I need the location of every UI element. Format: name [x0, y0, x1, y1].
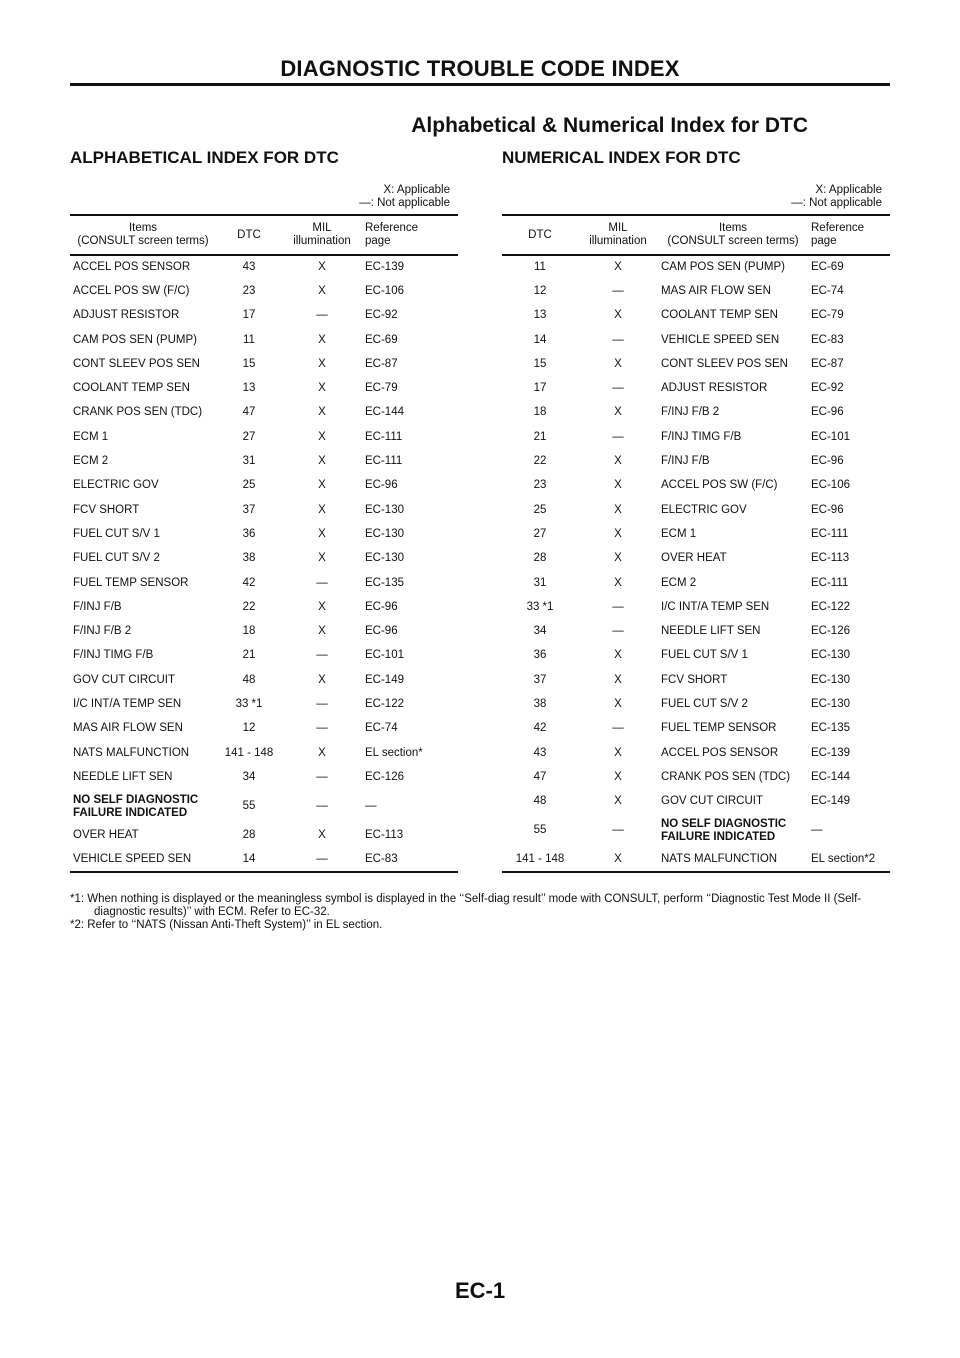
mil-cell: X [318, 406, 326, 419]
dtc-cell: 11 [243, 333, 255, 346]
numeric-header-row [502, 215, 890, 255]
mil-cell: — [316, 697, 328, 710]
table-row [502, 692, 890, 716]
dtc-cell: 38 [533, 697, 547, 710]
ref-cell: EC-79 [811, 309, 844, 322]
dtc-cell: 17 [533, 382, 547, 395]
item-cell: ACCEL POS SW (F/C) [73, 284, 190, 297]
item-cell: FCV SHORT [661, 673, 728, 686]
table-row [70, 425, 458, 449]
mil-cell: — [612, 600, 624, 613]
item-cell: CRANK POS SEN (TDC) [661, 770, 791, 783]
item-cell: GOV CUT CIRCUIT [661, 795, 764, 808]
table-row [70, 401, 458, 425]
table-row [502, 255, 890, 279]
ref-cell: EC-113 [811, 552, 850, 565]
mil-cell: X [318, 382, 326, 395]
dtc-cell: 18 [242, 625, 256, 638]
ref-cell: EC-79 [365, 382, 398, 395]
item-cell: MAS AIR FLOW SEN [73, 722, 183, 735]
ref-cell: EC-130 [365, 503, 404, 516]
mil-cell: — [612, 333, 624, 346]
ref-cell: EC-149 [365, 673, 404, 686]
mil-cell: — [612, 625, 624, 638]
mil-cell: X [614, 552, 622, 565]
item-cell: ECM 2 [73, 455, 109, 468]
table-row [502, 449, 890, 473]
alpha-table-body [70, 255, 458, 872]
legend-not-applicable: —: Not applicable [791, 197, 882, 209]
ref-cell: EC-126 [365, 770, 404, 783]
item-cell: F/INJ F/B [73, 600, 122, 613]
table-row [502, 401, 890, 425]
mil-cell: — [316, 852, 328, 865]
dtc-cell: 42 [242, 576, 256, 589]
ref-cell: EC-87 [365, 357, 398, 370]
ref-cell: EC-111 [365, 430, 403, 443]
item-cell: CAM POS SEN (PUMP) [73, 333, 197, 346]
ref-cell: EC-130 [365, 552, 404, 565]
mil-cell: X [614, 503, 622, 516]
item-cell: FCV SHORT [73, 503, 140, 516]
item-cell: ELECTRIC GOV [661, 503, 747, 516]
mil-cell: X [318, 261, 326, 274]
table-row [502, 717, 890, 741]
item-cell: ADJUST RESISTOR [73, 309, 180, 322]
dtc-cell: 15 [533, 357, 547, 370]
table-row [70, 692, 458, 716]
table-row [502, 304, 890, 328]
ref-cell: EC-92 [811, 382, 844, 395]
dtc-cell: 36 [533, 649, 547, 662]
item-cell: FUEL TEMP SENSOR [73, 576, 189, 589]
mil-cell: X [614, 527, 622, 540]
dtc-cell: 23 [242, 284, 256, 297]
mil-cell: X [318, 284, 326, 297]
alpha-header-mil: MIL illumination [293, 222, 351, 247]
item-cell: FUEL CUT S/V 2 [73, 552, 160, 565]
ref-cell: EC-111 [811, 576, 849, 589]
dtc-cell: 37 [242, 503, 256, 516]
mil-cell: — [316, 800, 328, 813]
dtc-cell: 11 [534, 261, 546, 274]
ref-cell: EC-106 [811, 479, 850, 492]
item-cell: FUEL CUT S/V 2 [661, 697, 748, 710]
dtc-cell: 141 - 148 [515, 852, 565, 865]
table-row [70, 304, 458, 328]
table-row [70, 595, 458, 619]
table-row [70, 619, 458, 643]
ref-cell: — [365, 800, 377, 813]
item-cell: COOLANT TEMP SEN [73, 382, 190, 395]
dtc-cell: 13 [533, 309, 547, 322]
alphabetical-index [70, 148, 458, 873]
alpha-header-items: Items (CONSULT screen terms) [77, 222, 209, 247]
footnotes [70, 893, 900, 932]
ref-cell: EC-126 [811, 625, 850, 638]
mil-cell: X [614, 795, 622, 808]
dtc-cell: 37 [533, 673, 547, 686]
item-cell: VEHICLE SPEED SEN [661, 333, 780, 346]
ref-cell: EC-122 [811, 600, 850, 613]
mil-cell: — [612, 722, 624, 735]
dtc-cell: 36 [242, 527, 256, 540]
table-row [70, 522, 458, 546]
ref-cell: EC-130 [365, 527, 404, 540]
dtc-cell: 22 [242, 600, 256, 613]
item-cell: ELECTRIC GOV [73, 479, 159, 492]
table-row [502, 376, 890, 400]
mil-cell: X [614, 479, 622, 492]
ref-cell: EC-69 [365, 333, 398, 346]
table-row [502, 765, 890, 789]
running-header [70, 56, 890, 82]
item-cell: NATS MALFUNCTION [73, 746, 190, 759]
dtc-cell: 27 [533, 527, 547, 540]
item-cell: F/INJ TIMG F/B [661, 430, 742, 443]
table-row [70, 824, 458, 848]
item-cell: FUEL CUT S/V 1 [73, 527, 160, 540]
ref-cell: EC-83 [365, 852, 398, 865]
ref-cell: EC-135 [811, 722, 850, 735]
ref-cell: EC-135 [365, 576, 404, 589]
dtc-cell: 33 *1 [526, 600, 554, 613]
dtc-cell: 34 [533, 625, 547, 638]
mil-cell: — [316, 722, 328, 735]
mil-cell: X [318, 746, 326, 759]
table-row [502, 619, 890, 643]
item-cell: F/INJ F/B [661, 455, 710, 468]
ref-cell: EC-106 [365, 284, 404, 297]
mil-cell: X [318, 479, 326, 492]
item-cell: OVER HEAT [661, 552, 727, 565]
ref-cell: EC-139 [365, 261, 404, 274]
ref-cell: EC-122 [365, 697, 404, 710]
mil-cell: X [614, 455, 622, 468]
ref-cell: EC-96 [811, 503, 844, 516]
ref-cell: EC-139 [811, 746, 850, 759]
numeric-header-mil: MIL illumination [589, 222, 647, 247]
item-cell: ECM 1 [661, 527, 697, 540]
item-cell: ECM 1 [73, 430, 109, 443]
ref-cell: EC-74 [365, 722, 398, 735]
numerical-index [502, 148, 890, 873]
table-row [502, 547, 890, 571]
item-cell: ACCEL POS SENSOR [661, 746, 779, 759]
item-cell: FUEL CUT S/V 1 [661, 649, 748, 662]
ref-cell: EC-87 [811, 357, 844, 370]
item-cell: I/C INT/A TEMP SEN [661, 600, 770, 613]
dtc-cell: 43 [242, 261, 256, 274]
ref-cell: EC-96 [811, 455, 844, 468]
alpha-header-dtc: DTC [237, 228, 261, 241]
table-row [502, 498, 890, 522]
alpha-header-ref: Reference page [365, 222, 419, 247]
mil-cell: X [318, 333, 326, 346]
table-row [70, 668, 458, 692]
item-cell: COOLANT TEMP SEN [661, 309, 778, 322]
ref-cell: EC-144 [365, 406, 404, 419]
alpha-legend [70, 184, 458, 210]
table-row [70, 717, 458, 741]
dtc-cell: 55 [533, 824, 547, 837]
mil-cell: X [318, 600, 326, 613]
numeric-header-dtc: DTC [528, 228, 552, 241]
ref-cell: EC-144 [811, 770, 850, 783]
item-cell: ECM 2 [661, 576, 697, 589]
section-title: Alphabetical & Numerical Index for DTC [411, 114, 808, 137]
item-cell: CONT SLEEV POS SEN [73, 357, 200, 370]
item-cell: NO SELF DIAGNOSTIC FAILURE INDICATED [73, 793, 199, 819]
alphabetical-index-title: ALPHABETICAL INDEX FOR DTC [70, 148, 339, 167]
dtc-cell: 27 [242, 430, 256, 443]
dtc-cell: 47 [533, 770, 547, 783]
mil-cell: X [318, 625, 326, 638]
dtc-cell: 21 [242, 649, 256, 662]
dtc-cell: 38 [242, 552, 256, 565]
item-cell: GOV CUT CIRCUIT [73, 673, 176, 686]
mil-cell: X [614, 261, 622, 274]
dtc-cell: 17 [242, 309, 256, 322]
mil-cell: X [318, 430, 326, 443]
dtc-cell: 48 [533, 795, 547, 808]
ref-cell: EC-96 [365, 479, 398, 492]
ref-cell: EC-113 [365, 829, 404, 842]
table-row [70, 279, 458, 303]
mil-cell: X [614, 770, 622, 783]
alphabetical-table [70, 214, 458, 873]
item-cell: OVER HEAT [73, 829, 139, 842]
dtc-cell: 22 [533, 455, 547, 468]
mil-cell: X [318, 455, 326, 468]
dtc-cell: 141 - 148 [224, 746, 274, 759]
table-row [502, 595, 890, 619]
item-cell: VEHICLE SPEED SEN [73, 852, 192, 865]
dtc-cell: 18 [533, 406, 547, 419]
mil-cell: X [318, 829, 326, 842]
dtc-cell: 12 [533, 284, 547, 297]
mil-cell: X [614, 673, 622, 686]
ref-cell: — [811, 824, 823, 837]
legend-applicable: X: Applicable [815, 184, 882, 196]
dtc-cell: 47 [242, 406, 256, 419]
table-row [502, 644, 890, 668]
mil-cell: X [614, 746, 622, 759]
ref-cell: EC-69 [811, 261, 844, 274]
table-row [70, 644, 458, 668]
item-cell: F/INJ F/B 2 [73, 625, 132, 638]
header-rule [70, 83, 890, 86]
item-cell: CONT SLEEV POS SEN [661, 357, 788, 370]
item-cell: NEEDLE LIFT SEN [73, 770, 173, 783]
mil-cell: X [614, 852, 622, 865]
dtc-cell: 23 [533, 479, 547, 492]
dtc-cell: 21 [533, 430, 547, 443]
mil-cell: X [318, 527, 326, 540]
table-row [502, 668, 890, 692]
dtc-cell: 14 [533, 333, 547, 346]
dtc-cell: 25 [242, 479, 256, 492]
numeric-legend [502, 184, 890, 210]
dtc-cell: 31 [533, 576, 547, 589]
dtc-cell: 34 [242, 770, 256, 783]
mil-cell: — [612, 430, 624, 443]
mil-cell: X [614, 649, 622, 662]
table-row [70, 571, 458, 595]
ref-cell: EC-96 [811, 406, 844, 419]
table-row [502, 425, 890, 449]
footnote-2: *2: Refer to ‘‘NATS (Nissan Anti-Theft System)’’ in EL section. [70, 919, 383, 931]
table-row [70, 449, 458, 473]
table-row [502, 571, 890, 595]
item-cell: FUEL TEMP SENSOR [661, 722, 777, 735]
dtc-cell: 28 [242, 829, 256, 842]
ref-cell: EC-83 [811, 333, 844, 346]
dtc-cell: 48 [242, 673, 256, 686]
table-row [70, 741, 458, 765]
dtc-cell: 15 [242, 357, 256, 370]
numeric-table-body [502, 255, 890, 872]
item-cell: F/INJ F/B 2 [661, 406, 720, 419]
numeric-header-items: Items (CONSULT screen terms) [667, 222, 799, 247]
table-row [70, 255, 458, 279]
mil-cell: — [316, 576, 328, 589]
table-row [70, 376, 458, 400]
mil-cell: X [318, 552, 326, 565]
numerical-table [502, 214, 890, 873]
legend-applicable: X: Applicable [383, 184, 450, 196]
mil-cell: X [318, 503, 326, 516]
running-title: DIAGNOSTIC TROUBLE CODE INDEX [280, 56, 680, 81]
mil-cell: — [316, 649, 328, 662]
item-cell: ACCEL POS SENSOR [73, 261, 191, 274]
ref-cell: EC-130 [811, 673, 850, 686]
table-row [70, 848, 458, 872]
table-row [70, 328, 458, 352]
table-row [502, 474, 890, 498]
item-cell: MAS AIR FLOW SEN [661, 284, 771, 297]
numerical-index-title: NUMERICAL INDEX FOR DTC [502, 148, 741, 167]
ref-cell: EC-74 [811, 284, 844, 297]
item-cell: NO SELF DIAGNOSTIC FAILURE INDICATED [661, 817, 787, 843]
item-cell: I/C INT/A TEMP SEN [73, 697, 182, 710]
item-cell: NATS MALFUNCTION [661, 852, 778, 865]
ref-cell: EC-111 [811, 527, 849, 540]
mil-cell: — [612, 382, 624, 395]
mil-cell: — [316, 309, 328, 322]
dtc-cell: 13 [242, 382, 256, 395]
mil-cell: X [614, 576, 622, 589]
table-row [502, 814, 890, 848]
table-row [70, 547, 458, 571]
alpha-header-row [70, 215, 458, 255]
item-cell: F/INJ TIMG F/B [73, 649, 154, 662]
ref-cell: EC-101 [365, 649, 404, 662]
dtc-cell: 25 [533, 503, 547, 516]
table-row [502, 741, 890, 765]
table-row [502, 522, 890, 546]
dtc-cell: 31 [242, 455, 256, 468]
dtc-cell: 14 [242, 852, 256, 865]
table-row [502, 279, 890, 303]
mil-cell: — [612, 824, 624, 837]
table-row [502, 848, 890, 872]
dtc-cell: 33 *1 [235, 697, 263, 710]
page-number: EC-1 [454, 1278, 506, 1303]
ref-cell: EL section* [365, 746, 423, 759]
table-row [70, 352, 458, 376]
dtc-cell: 12 [242, 722, 256, 735]
table-row [70, 498, 458, 522]
table-row [502, 790, 890, 814]
mil-cell: X [614, 357, 622, 370]
mil-cell: X [614, 406, 622, 419]
item-cell: CRANK POS SEN (TDC) [73, 406, 203, 419]
ref-cell: EC-96 [365, 625, 398, 638]
dtc-cell: 43 [533, 746, 547, 759]
ref-cell: EC-101 [811, 430, 850, 443]
item-cell: NEEDLE LIFT SEN [661, 625, 761, 638]
ref-cell: EC-92 [365, 309, 398, 322]
ref-cell: EC-96 [365, 600, 398, 613]
ref-cell: EC-130 [811, 649, 850, 662]
legend-not-applicable: —: Not applicable [359, 197, 450, 209]
ref-cell: EC-130 [811, 697, 850, 710]
dtc-cell: 42 [533, 722, 547, 735]
ref-cell: EL section*2 [811, 852, 876, 865]
table-row [70, 474, 458, 498]
item-cell: ACCEL POS SW (F/C) [661, 479, 778, 492]
table-row [70, 790, 458, 824]
ref-cell: EC-149 [811, 795, 850, 808]
mil-cell: — [612, 284, 624, 297]
mil-cell: X [318, 357, 326, 370]
table-row [502, 328, 890, 352]
mil-cell: X [318, 673, 326, 686]
table-row [70, 765, 458, 789]
dtc-cell: 28 [533, 552, 547, 565]
table-row [502, 352, 890, 376]
ref-cell: EC-111 [365, 455, 403, 468]
item-cell: ADJUST RESISTOR [661, 382, 768, 395]
mil-cell: X [614, 309, 622, 322]
mil-cell: X [614, 697, 622, 710]
dtc-cell: 55 [242, 800, 256, 813]
numeric-header-ref: Reference page [811, 222, 865, 247]
footnote-1: *1: When nothing is displayed or the meaningless symbol is displayed in the ‘‘Self-diag result’’ mode with CONSULT, perform ‘‘Diagnostic Test Mode II (Self-diagnostic results)’’ with ECM. Refer to EC-32. [70, 893, 862, 918]
item-cell: CAM POS SEN (PUMP) [661, 261, 785, 274]
mil-cell: — [316, 770, 328, 783]
